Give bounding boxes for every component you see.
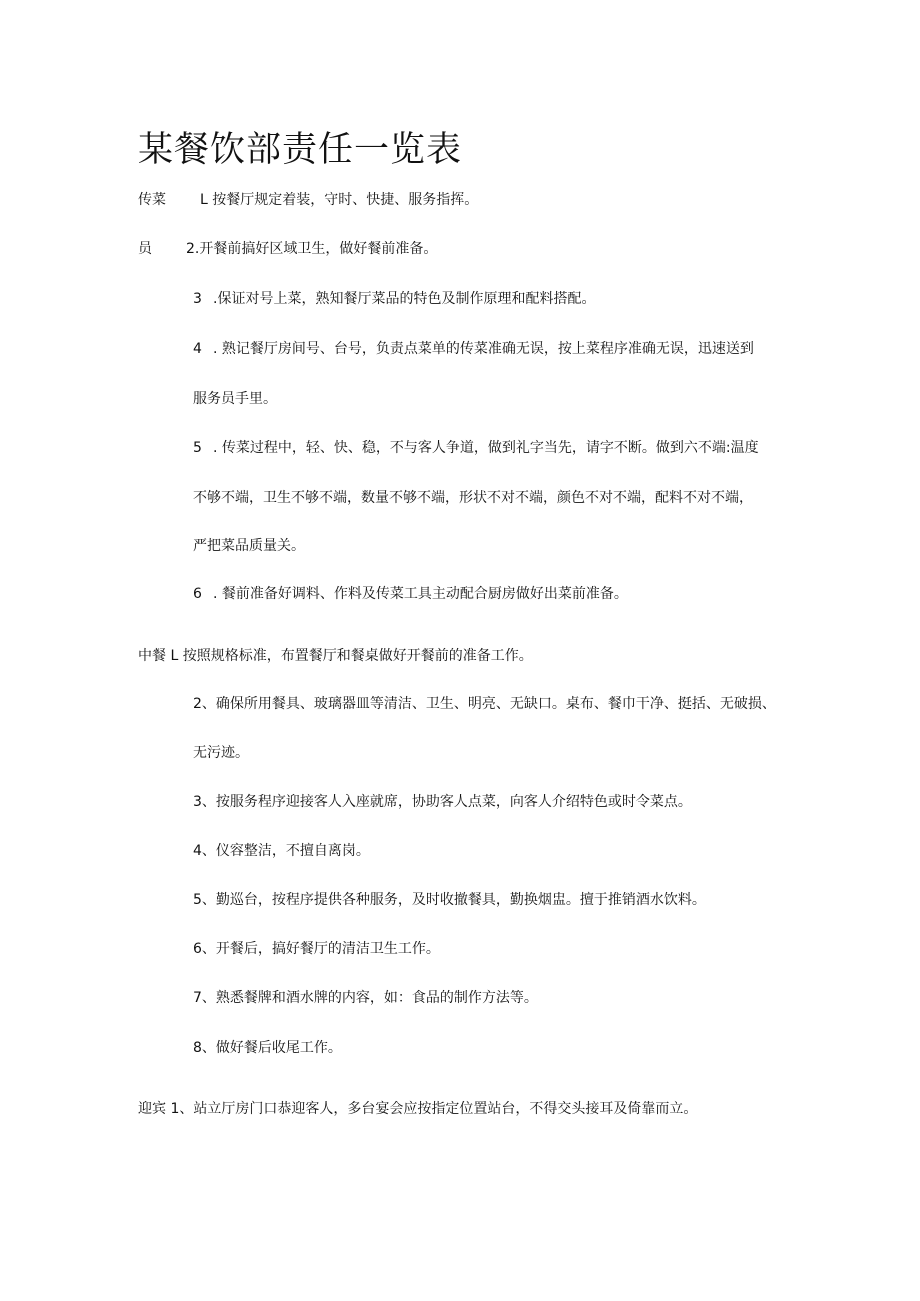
line-text: 服务员手里。 <box>193 391 277 407</box>
line-text: 3、按服务程序迎接客人入座就席，协助客人点菜，向客人介绍特色或时令菜点。 <box>193 794 692 810</box>
paragraph-line <box>193 489 843 507</box>
paragraph-line <box>193 695 843 713</box>
line-text: 中餐 L 按照规格标准，布置餐厅和餐桌做好开餐前的准备工作。 <box>138 648 533 664</box>
paragraph-line <box>193 793 843 811</box>
line-text: 6、开餐后，搞好餐厅的清洁卫生工作。 <box>193 941 440 957</box>
role-label: 传菜 <box>138 192 166 208</box>
line-text: . 传菜过程中，轻、快、稳，不与客人争道，做到礼字当先，请字不断。做到六不端:温度 <box>213 440 759 456</box>
paragraph-line <box>193 585 843 603</box>
role-label: 员 <box>138 241 152 257</box>
line-text: 5、勤巡台，按程序提供各种服务，及时收撤餐具，勤换烟盅。擅于推销酒水饮料。 <box>193 892 706 908</box>
paragraph-line <box>193 340 843 358</box>
line-text: L 按餐厅规定着装，守时、快捷、服务指挥。 <box>200 192 479 208</box>
document-title: 某餐饮部责任一览表 <box>138 130 463 170</box>
line-text: 4、仪容整洁，不擅自离岗。 <box>193 843 370 859</box>
paragraph-line <box>193 989 843 1007</box>
line-text: 严把菜品质量关。 <box>193 538 305 554</box>
paragraph-line <box>138 191 838 209</box>
paragraph-line <box>193 842 843 860</box>
line-text: 8、做好餐后收尾工作。 <box>193 1040 342 1056</box>
item-number: 4 <box>193 341 202 357</box>
line-text: . 餐前准备好调料、作料及传菜工具主动配合厨房做好出菜前准备。 <box>213 586 628 602</box>
line-text: 无污迹。 <box>193 745 249 761</box>
paragraph-line <box>193 290 843 308</box>
item-number: 3 <box>193 291 202 307</box>
line-text: . 熟记餐厅房间号、台号，负责点菜单的传菜准确无误，按上菜程序准确无误，迅速送到 <box>213 341 754 357</box>
line-text: .保证对号上菜，熟知餐厅菜品的特色及制作原理和配料搭配。 <box>213 291 596 307</box>
paragraph-line <box>193 537 843 555</box>
paragraph-line <box>138 240 838 258</box>
paragraph-line <box>193 891 843 909</box>
paragraph-line <box>193 390 843 408</box>
item-number: 5 <box>193 440 202 456</box>
paragraph-line <box>193 940 843 958</box>
paragraph-line <box>193 1039 843 1057</box>
paragraph-line <box>138 647 838 665</box>
line-text: 不够不端，卫生不够不端，数量不够不端，形状不对不端，颜色不对不端，配料不对不端， <box>193 490 753 506</box>
line-text: 2、确保所用餐具、玻璃器皿等清洁、卫生、明亮、无缺口。桌布、餐巾干净、挺括、无破损、 <box>193 696 776 712</box>
line-text: 迎宾 1、站立厅房门口恭迎客人，多台宴会应按指定位置站台，不得交头接耳及倚靠而立。 <box>138 1101 698 1117</box>
paragraph-line <box>193 744 843 762</box>
paragraph-line <box>193 439 843 457</box>
line-text: 7、熟悉餐牌和酒水牌的内容，如：食品的制作方法等。 <box>193 990 538 1006</box>
item-number: 6 <box>193 586 202 602</box>
line-text: 2.开餐前搞好区域卫生，做好餐前准备。 <box>186 241 438 257</box>
paragraph-line <box>138 1100 838 1118</box>
